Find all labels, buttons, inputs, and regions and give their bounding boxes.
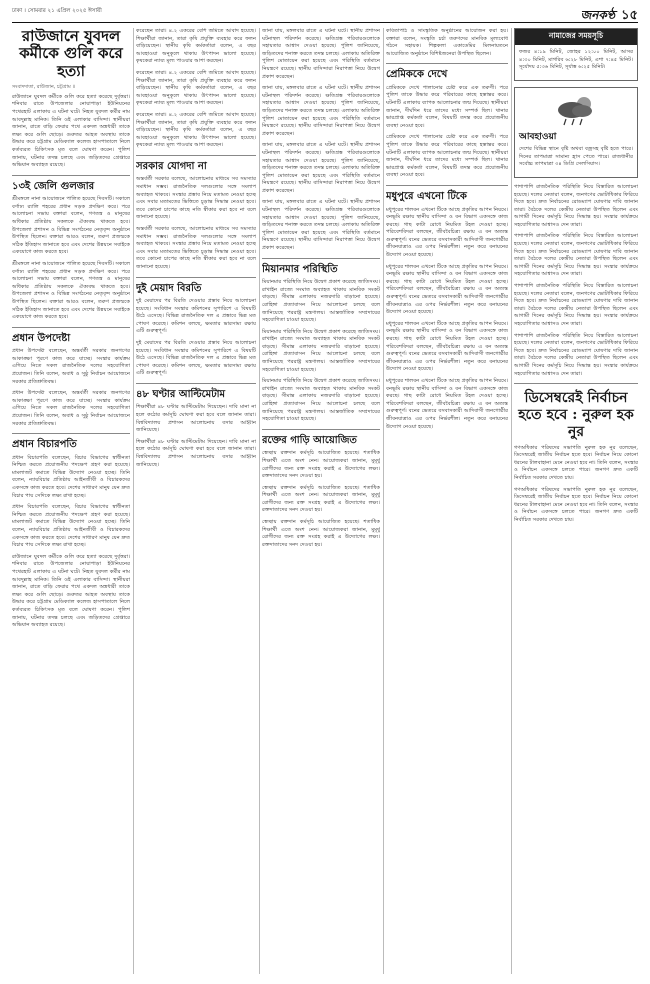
article-body: পাশাপাশি রাজনৈতিক পরিস্থিতি নিয়ে বিস্তারিত আলোচনা হয়েছে। দলের নেতারা বলেন, জনগণের ভোটাধিকার ফিরিয়ে দিতে হবে। দ্রুত নির্বাচনের রোডম্যাপ ঘোষণার দাবি জানান তারা। বৈঠকে দলের কেন্দ্রীয় নেতারা উপস্থিত ছিলেন এবং আগামী দিনের কর্মসূচি নিয়ে সিদ্ধান্ত হয়। সংস্কার কার্যক্রমে সহযোগিতার আশ্বাসও দেন তারা। [514, 332, 638, 377]
column-3 [262, 28, 380, 978]
article-body: করেছেন তারা। ৪.২ একরের বেশি জমিতে আবাদ হয়েছে। শিক্ষার্থীরা জানান, তারা কৃষি প্রযুক্তি ব্যবহার করে ফলন বাড়িয়েছেন। স্থানীয় কৃষি কর্মকর্তারা বলেন, এ বছর আবহাওয়া অনুকূলে থাকায় উৎপাদন ভালো হয়েছে। কৃষকেরা ন্যায্য মূল্য পাওয়ার আশা করছেন। [136, 111, 256, 149]
prayer-times-text: ফজর ৪:১৯ মিনিট, জোহর ১২:০০ মিনিট, আসর ৪:৩০ মিনিট, মাগরিব ৬:২৮ মিনিট, এশা ৭:৪৫ মিনিট। সূর্যোদয় ৫:৩৬ মিনিট, সূর্যাস্ত ৬:২৫ মিনিট। [519, 49, 633, 71]
prayer-times-box [514, 28, 638, 81]
article-body: প্রধান উপদেষ্টা বলেছেন, অন্তর্বর্তী সরকার জনগণের আকাঙ্ক্ষা পূরণে কাজ করে যাচ্ছে। সংস্কার কার্যক্রম এগিয়ে নিতে সকল রাজনৈতিক দলের সহযোগিতা প্রয়োজন। তিনি বলেন, অবাধ ও সুষ্ঠু নির্বাচন আয়োজনে সরকার প্রতিশ্রুতিবদ্ধ। [12, 390, 130, 427]
article-body: শ্রীমঙ্গলে নানা আয়োজনে পালিত হয়েছে দিবসটি। সকালে বর্ণাঢ্য র‍্যালি শহরের প্রধান সড়ক প্রদক্ষিণ করে। পরে আলোচনা সভায় বক্তারা বলেন, গণতন্ত্র ও মানুষের অধিকার প্রতিষ্ঠায় সকলকে ঐক্যবদ্ধ থাকতে হবে। উপজেলা প্রশাসন ও বিভিন্ন সংগঠনের নেতৃবৃন্দ অনুষ্ঠানে উপস্থিত ছিলেন। বক্তারা আরও বলেন, তরুণ প্রজন্মকে সঠিক ইতিহাস জানাতে হবে এবং দেশের উন্নয়নে সবাইকে একযোগে কাজ করতে হবে। [12, 260, 130, 321]
article-body: মধুপুরের শালবন এখনো টিকে আছে প্রকৃতির আপন নিয়মে। বনভূমি রক্ষায় স্থানীয় বাসিন্দা ও বন বিভাগ একসঙ্গে কাজ করছে। গাছ কাটা রোধে নিয়মিত টহল দেওয়া হচ্ছে। পরিবেশবিদরা বলছেন, জীববৈচিত্র্য রক্ষায় এ বন অত্যন্ত গুরুত্বপূর্ণ। বনের ভেতরে বসবাসকারী আদিবাসী জনগোষ্ঠীর জীবনযাত্রাও এর ওপর নির্ভরশীল। নতুন করে বনায়নের উদ্যোগ নেওয়া হয়েছে। [386, 377, 508, 430]
article-body: স্বেচ্ছায় রক্তদান কর্মসূচি আয়োজিত হয়েছে। শতাধিক শিক্ষার্থী এতে অংশ নেন। আয়োজকরা জানান, মুমূর্ষু রোগীদের জন্য রক্ত সংগ্রহ করাই এ উদ্যোগের লক্ষ্য। রক্তদাতাদের সনদ দেওয়া হয়। [262, 519, 380, 548]
article-body: জানা যায়, মঙ্গলবার রাতে এ ঘটনা ঘটে। স্থানীয় প্রশাসন ঘটনাস্থল পরিদর্শন করেছে। ক্ষতিগ্রস্ত পরিবারগুলোকে সহায়তার আশ্বাস দেওয়া হয়েছে। পুলিশ জানিয়েছে, জড়িতদের শনাক্ত করতে তদন্ত চলছে। এলাকায় অতিরিক্ত পুলিশ মোতায়েন করা হয়েছে এবং পরিস্থিতি বর্তমানে নিয়ন্ত্রণে রয়েছে। স্থানীয় বাসিন্দারা নিরাপত্তা নিয়ে উদ্বেগ প্রকাশ করেছেন। [262, 85, 380, 137]
article-body: অন্তর্বর্তী সরকার বলেছে, আলোচনার মাধ্যমে সব সমস্যার সমাধান সম্ভব। রাজনৈতিক দলগুলোর সঙ্গে সংলাপ অব্যাহত থাকবে। সংস্কার প্রস্তাব নিয়ে মতামত নেওয়া হচ্ছে এবং সবার মতামতের ভিত্তিতে চূড়ান্ত সিদ্ধান্ত নেওয়া হবে। তবে কোনো চাপের কাছে নতি স্বীকার করা হবে না বলে জানানো হয়েছে। [136, 225, 256, 270]
article-headline: প্রধান বিচারপতি [12, 439, 77, 451]
divider [262, 258, 380, 259]
column-divider [259, 28, 260, 974]
article-headline: সরকার যোগদা না [136, 160, 207, 172]
page-number: ১৫ [621, 8, 638, 23]
article-headline: প্রেমিককে দেখে [386, 69, 448, 81]
article-headline: মধুপুরে এখনো টিকে [386, 191, 467, 202]
column-4 [386, 28, 508, 978]
issue-date: ঢাকা । সোমবার ২১ এপ্রিল ২০২৫ ঈসায়ী [12, 8, 102, 14]
prayer-times-title: নামাজের সময়সূচি [515, 29, 637, 45]
article-body: জানা যায়, মঙ্গলবার রাতে এ ঘটনা ঘটে। স্থানীয় প্রশাসন ঘটনাস্থল পরিদর্শন করেছে। ক্ষতিগ্রস্ত পরিবারগুলোকে সহায়তার আশ্বাস দেওয়া হয়েছে। পুলিশ জানিয়েছে, জড়িতদের শনাক্ত করতে তদন্ত চলছে। এলাকায় অতিরিক্ত পুলিশ মোতায়েন করা হয়েছে এবং পরিস্থিতি বর্তমানে নিয়ন্ত্রণে রয়েছে। স্থানীয় বাসিন্দারা নিরাপত্তা নিয়ে উদ্বেগ প্রকাশ করেছেন। [262, 142, 380, 194]
column-divider [133, 28, 134, 974]
divider [12, 175, 130, 176]
article-body: স্বেচ্ছায় রক্তদান কর্মসূচি আয়োজিত হয়েছে। শতাধিক শিক্ষার্থী এতে অংশ নেন। আয়োজকরা জানান, মুমূর্ষু রোগীদের জন্য রক্ত সংগ্রহ করাই এ উদ্যোগের লক্ষ্য। রক্তদাতাদের সনদ দেওয়া হয়। [262, 484, 380, 514]
article-body: মধুপুরের শালবন এখনো টিকে আছে প্রকৃতির আপন নিয়মে। বনভূমি রক্ষায় স্থানীয় বাসিন্দা ও বন বিভাগ একসঙ্গে কাজ করছে। গাছ কাটা রোধে নিয়মিত টহল দেওয়া হচ্ছে। পরিবেশবিদরা বলছেন, জীববৈচিত্র্য রক্ষায় এ বন অত্যন্ত গুরুত্বপূর্ণ। বনের ভেতরে বসবাসকারী আদিবাসী জনগোষ্ঠীর জীবনযাত্রাও এর ওপর নির্ভরশীল। নতুন করে বনায়নের উদ্যোগ নেওয়া হয়েছে। [386, 320, 508, 373]
article-body: গণঅধিকার পরিষদের সভাপতি নুরুল হক নুর বলেছেন, ডিসেম্বরেই জাতীয় নির্বাচন হতে হবে। নির্বাচন নিয়ে কোনো ধরনের টালবাহানা মেনে নেওয়া হবে না। তিনি বলেন, সংস্কার ও নির্বাচন একসঙ্গে চলতে পারে। জনগণ দ্রুত একটি নির্বাচিত সরকার দেখতে চায়। [514, 444, 638, 481]
article-body: জানা যায়, মঙ্গলবার রাতে এ ঘটনা ঘটে। স্থানীয় প্রশাসন ঘটনাস্থল পরিদর্শন করেছে। ক্ষতিগ্রস্ত পরিবারগুলোকে সহায়তার আশ্বাস দেওয়া হয়েছে। পুলিশ জানিয়েছে, জড়িতদের শনাক্ত করতে তদন্ত চলছে। এলাকায় অতিরিক্ত পুলিশ মোতায়েন করা হয়েছে এবং পরিস্থিতি বর্তমানে নিয়ন্ত্রণে রয়েছে। স্থানীয় বাসিন্দারা নিরাপত্তা নিয়ে উদ্বেগ প্রকাশ করেছেন। [262, 28, 380, 80]
article-body: প্রেমিককে দেখে পালানোর চেষ্টা করে এক তরুণী। পরে পুলিশ তাকে উদ্ধার করে পরিবারের কাছে হস্তান্তর করে। ঘটনাটি এলাকায় ব্যাপক আলোচনার জন্ম দিয়েছে। স্থানীয়রা জানান, দীর্ঘদিন ধরে তাদের মধ্যে সম্পর্ক ছিল। থানার ভারপ্রাপ্ত কর্মকর্তা বলেন, বিষয়টি তদন্ত করে প্রয়োজনীয় ব্যবস্থা নেওয়া হবে। [386, 84, 508, 129]
article-body: গণঅধিকার পরিষদের সভাপতি নুরুল হক নুর বলেছেন, ডিসেম্বরেই জাতীয় নির্বাচন হতে হবে। নির্বাচন নিয়ে কোনো ধরনের টালবাহানা মেনে নেওয়া হবে না। তিনি বলেন, সংস্কার ও নির্বাচন একসঙ্গে চলতে পারে। জনগণ দ্রুত একটি নির্বাচিত সরকার দেখতে চায়। [514, 486, 638, 523]
article-body: কবিতাপাঠ ও সাংস্কৃতিক অনুষ্ঠানের আয়োজন করা হয়। বক্তারা বলেন, সংস্কৃতি চর্চা তরুণদের মানবিক মূল্যবোধ গঠনে সহায়ক। শিল্পকলা একাডেমির মিলনায়তনে আয়োজিত অনুষ্ঠানে বিশিষ্টজনেরা উপস্থিত ছিলেন। [386, 28, 508, 57]
weather-text: দেশের বিভিন্ন স্থানে বৃষ্টি অথবা বজ্রসহ বৃষ্টি হতে পারে। দিনের তাপমাত্রা সামান্য হ্রাস পেতে পারে। রাজধানীর সর্বোচ্চ তাপমাত্রা ৩৪ ডিগ্রি সেলসিয়াস। [519, 146, 633, 168]
column-2 [136, 28, 256, 978]
article-body: করেছেন তারা। ৪.২ একরের বেশি জমিতে আবাদ হয়েছে। শিক্ষার্থীরা জানান, তারা কৃষি প্রযুক্তি ব্যবহার করে ফলন বাড়িয়েছেন। স্থানীয় কৃষি কর্মকর্তারা বলেন, এ বছর আবহাওয়া অনুকূলে থাকায় উৎপাদন ভালো হয়েছে। কৃষকেরা ন্যায্য মূল্য পাওয়ার আশা করছেন। [136, 69, 256, 107]
article-body: স্বেচ্ছায় রক্তদান কর্মসূচি আয়োজিত হয়েছে। শতাধিক শিক্ষার্থী এতে অংশ নেন। আয়োজকরা জানান, মুমূর্ষু রোগীদের জন্য রক্ত সংগ্রহ করাই এ উদ্যোগের লক্ষ্য। রক্তদাতাদের সনদ দেওয়া হয়। [262, 450, 380, 480]
article-body: অন্তর্বর্তী সরকার বলেছে, আলোচনার মাধ্যমে সব সমস্যার সমাধান সম্ভব। রাজনৈতিক দলগুলোর সঙ্গে সংলাপ অব্যাহত থাকবে। সংস্কার প্রস্তাব নিয়ে মতামত নেওয়া হচ্ছে এবং সবার মতামতের ভিত্তিতে চূড়ান্ত সিদ্ধান্ত নেওয়া হবে। তবে কোনো চাপের কাছে নতি স্বীকার করা হবে না বলে জানানো হয়েছে। [136, 176, 256, 221]
masthead-logo: জনকণ্ঠ [580, 8, 616, 22]
rain-cloud-icon [519, 94, 633, 128]
article-headline: ডিসেম্বরেই নির্বাচন হতে হবে : নুরুল হক নুর [518, 390, 634, 440]
article-body: প্রধান বিচারপতি বলেছেন, বিচার বিভাগের স্বাধীনতা নিশ্চিত করতে প্রয়োজনীয় পদক্ষেপ গ্রহণ করা হয়েছে। মামলাজট কমাতে বিভিন্ন উদ্যোগ নেওয়া হচ্ছে। তিনি বলেন, ন্যায়বিচার প্রতিষ্ঠায় আইনজীবী ও বিচারকদের একসঙ্গে কাজ করতে হবে। দেশের সাধারণ মানুষ যেন দ্রুত বিচার পায় সেদিকে লক্ষ্য রাখা হচ্ছে। [12, 454, 130, 499]
divider [514, 383, 638, 384]
divider [262, 429, 380, 430]
weather-title: আবহাওয়া [519, 131, 557, 142]
article-body: মধুপুরের শালবন এখনো টিকে আছে প্রকৃতির আপন নিয়মে। বনভূমি রক্ষায় স্থানীয় বাসিন্দা ও বন বিভাগ একসঙ্গে কাজ করছে। গাছ কাটা রোধে নিয়মিত টহল দেওয়া হচ্ছে। পরিবেশবিদরা বলছেন, জীববৈচিত্র্য রক্ষায় এ বন অত্যন্ত গুরুত্বপূর্ণ। বনের ভেতরে বসবাসকারী আদিবাসী জনগোষ্ঠীর জীবনযাত্রাও এর ওপর নির্ভরশীল। নতুন করে বনায়নের উদ্যোগ নেওয়া হয়েছে। [386, 206, 508, 259]
article-body: দুই মেয়াদের পর বিরতি দেওয়ার প্রস্তাব নিয়ে আলোচনা হয়েছে। সংবিধান সংস্কার কমিশনের সুপারিশে এ বিষয়টি উঠে এসেছে। বিভিন্ন রাজনৈতিক দল এ প্রস্তাবে ভিন্ন মত পোষণ করেছে। কমিশন বলছে, ক্ষমতার ভারসাম্য রক্ষায় এটি গুরুত্বপূর্ণ। [136, 298, 256, 335]
article-headline: মিয়ানমার পরিস্থিতি [262, 263, 338, 275]
page-header [12, 8, 638, 22]
divider [136, 383, 256, 384]
column-1 [12, 28, 130, 978]
article-body: দুই মেয়াদের পর বিরতি দেওয়ার প্রস্তাব নিয়ে আলোচনা হয়েছে। সংবিধান সংস্কার কমিশনের সুপারিশে এ বিষয়টি উঠে এসেছে। বিভিন্ন রাজনৈতিক দল এ প্রস্তাবে ভিন্ন মত পোষণ করেছে। কমিশন বলছে, ক্ষমতার ভারসাম্য রক্ষায় এটি গুরুত্বপূর্ণ। [136, 340, 256, 377]
article-body: জানা যায়, মঙ্গলবার রাতে এ ঘটনা ঘটে। স্থানীয় প্রশাসন ঘটনাস্থল পরিদর্শন করেছে। ক্ষতিগ্রস্ত পরিবারগুলোকে সহায়তার আশ্বাস দেওয়া হয়েছে। পুলিশ জানিয়েছে, জড়িতদের শনাক্ত করতে তদন্ত চলছে। এলাকায় অতিরিক্ত পুলিশ মোতায়েন করা হয়েছে এবং পরিস্থিতি বর্তমানে নিয়ন্ত্রণে রয়েছে। স্থানীয় বাসিন্দারা নিরাপত্তা নিয়ে উদ্বেগ প্রকাশ করেছেন। [262, 199, 380, 252]
article-body: মধুপুরের শালবন এখনো টিকে আছে প্রকৃতির আপন নিয়মে। বনভূমি রক্ষায় স্থানীয় বাসিন্দা ও বন বিভাগ একসঙ্গে কাজ করছে। গাছ কাটা রোধে নিয়মিত টহল দেওয়া হচ্ছে। পরিবেশবিদরা বলছেন, জীববৈচিত্র্য রক্ষায় এ বন অত্যন্ত গুরুত্বপূর্ণ। বনের ভেতরে বসবাসকারী আদিবাসী জনগোষ্ঠীর জীবনযাত্রাও এর ওপর নির্ভরশীল। নতুন করে বনায়নের উদ্যোগ নেওয়া হয়েছে। [386, 263, 508, 316]
article-headline: ১৩ই জেলি গুলজার [12, 180, 95, 192]
article-headline: প্রধান উপদেষ্টা [12, 332, 71, 344]
article-headline: রক্তের গাড়ি আয়োজিত [262, 434, 357, 446]
article-body: মিয়ানমার পরিস্থিতি নিয়ে উদ্বেগ প্রকাশ করেছে জাতিসংঘ। রাখাইন রাজ্যে সংঘাত অব্যাহত থাকায় মানবিক সংকট বাড়ছে। সীমান্ত এলাকায় নজরদারি বাড়ানো হয়েছে। রোহিঙ্গা প্রত্যাবাসন নিয়ে আলোচনা চলছে বলে জানিয়েছে পররাষ্ট্র মন্ত্রণালয়। আন্তর্জাতিক সম্প্রদায়ের সহযোগিতা চাওয়া হয়েছে। [262, 279, 380, 324]
article-body: প্রধান বিচারপতি বলেছেন, বিচার বিভাগের স্বাধীনতা নিশ্চিত করতে প্রয়োজনীয় পদক্ষেপ গ্রহণ করা হয়েছে। মামলাজট কমাতে বিভিন্ন উদ্যোগ নেওয়া হচ্ছে। তিনি বলেন, ন্যায়বিচার প্রতিষ্ঠায় আইনজীবী ও বিচারকদের একসঙ্গে কাজ করতে হবে। দেশের সাধারণ মানুষ যেন দ্রুত বিচার পায় সেদিকে লক্ষ্য রাখা হচ্ছে। [12, 504, 130, 549]
divider [12, 433, 130, 434]
column-5 [514, 28, 638, 978]
article-body: শিক্ষার্থীরা ৪৮ ঘণ্টার আল্টিমেটাম দিয়েছেন। দাবি মানা না হলে কঠোর কর্মসূচি ঘোষণা করা হবে বলে জানান তারা। বিশ্ববিদ্যালয় প্রশাসন আলোচনায় বসার আহ্বান জানিয়েছে। [136, 404, 256, 434]
header-divider [12, 22, 638, 23]
dateline: সংবাদদাতা, রাউজান, চট্টগ্রাম ॥ [12, 83, 76, 90]
article-headline: ৪৮ ঘণ্টার আল্টিমেটাম [136, 388, 226, 400]
article-body: করেছেন তারা। ৪.২ একরের বেশি জমিতে আবাদ হয়েছে। শিক্ষার্থীরা জানান, তারা কৃষি প্রযুক্তি ব্যবহার করে ফলন বাড়িয়েছেন। স্থানীয় কৃষি কর্মকর্তারা বলেন, এ বছর আবহাওয়া অনুকূলে থাকায় উৎপাদন ভালো হয়েছে। কৃষকেরা ন্যায্য মূল্য পাওয়ার আশা করছেন। [136, 28, 256, 65]
column-divider [511, 28, 512, 974]
lead-headline: রাউজানে যুবদল কর্মীকে গুলি করে হত্যা [19, 28, 123, 80]
weather-box [514, 87, 638, 178]
article-body: পাশাপাশি রাজনৈতিক পরিস্থিতি নিয়ে বিস্তারিত আলোচনা হয়েছে। দলের নেতারা বলেন, জনগণের ভোটাধিকার ফিরিয়ে দিতে হবে। দ্রুত নির্বাচনের রোডম্যাপ ঘোষণার দাবি জানান তারা। বৈঠকে দলের কেন্দ্রীয় নেতারা উপস্থিত ছিলেন এবং আগামী দিনের কর্মসূচি নিয়ে সিদ্ধান্ত হয়। সংস্কার কার্যক্রমে সহযোগিতার আশ্বাসও দেন তারা। [514, 233, 638, 278]
article-body: শিক্ষার্থীরা ৪৮ ঘণ্টার আল্টিমেটাম দিয়েছেন। দাবি মানা না হলে কঠোর কর্মসূচি ঘোষণা করা হবে বলে জানান তারা। বিশ্ববিদ্যালয় প্রশাসন আলোচনায় বসার আহ্বান জানিয়েছে। [136, 438, 256, 468]
divider [136, 155, 256, 156]
article-headline: দুই মেয়াদ বিরতি [136, 282, 202, 294]
article-body: রাউজানে যুবদল কর্মীকে গুলি করে হত্যা করেছে দুর্বৃত্তরা। শনিবার রাতে উপজেলার নোয়াপাড়া ইউনিয়নের পথেরহাট এলাকায় এ ঘটনা ঘটে। নিহত যুবদল কর্মীর নাম আবদুল্লাহ মানিক। তিনি ওই এলাকার বাসিন্দা। স্থানীয়রা জানান, রাতে বাড়ি ফেরার পথে একদল অস্ত্রধারী তাকে লক্ষ্য করে গুলি ছোড়ে। গুরুতর আহত অবস্থায় তাকে উদ্ধার করে চট্টগ্রাম মেডিক্যাল কলেজ হাসপাতালে নিলে কর্তব্যরত চিকিৎসক মৃত বলে ঘোষণা করেন। পুলিশ জানায়, ঘটনার তদন্ত চলছে এবং জড়িতদের গ্রেপ্তারে অভিযান অব্যাহত রয়েছে। [12, 93, 130, 169]
article-body: পাশাপাশি রাজনৈতিক পরিস্থিতি নিয়ে বিস্তারিত আলোচনা হয়েছে। দলের নেতারা বলেন, জনগণের ভোটাধিকার ফিরিয়ে দিতে হবে। দ্রুত নির্বাচনের রোডম্যাপ ঘোষণার দাবি জানান তারা। বৈঠকে দলের কেন্দ্রীয় নেতারা উপস্থিত ছিলেন এবং আগামী দিনের কর্মসূচি নিয়ে সিদ্ধান্ত হয়। সংস্কার কার্যক্রমে সহযোগিতার আশ্বাসও দেন তারা। [514, 183, 638, 228]
article-body: রাউজানে যুবদল কর্মীকে গুলি করে হত্যা করেছে দুর্বৃত্তরা। শনিবার রাতে উপজেলার নোয়াপাড়া ইউনিয়নের পথেরহাট এলাকায় এ ঘটনা ঘটে। নিহত যুবদল কর্মীর নাম আবদুল্লাহ মানিক। তিনি ওই এলাকার বাসিন্দা। স্থানীয়রা জানান, রাতে বাড়ি ফেরার পথে একদল অস্ত্রধারী তাকে লক্ষ্য করে গুলি ছোড়ে। গুরুতর আহত অবস্থায় তাকে উদ্ধার করে চট্টগ্রাম মেডিক্যাল কলেজ হাসপাতালে নিলে কর্তব্যরত চিকিৎসক মৃত বলে ঘোষণা করেন। পুলিশ জানায়, ঘটনার তদন্ত চলছে এবং জড়িতদের গ্রেপ্তারে অভিযান অব্যাহত রয়েছে। [12, 553, 130, 629]
divider [386, 185, 508, 186]
column-divider [383, 28, 384, 974]
divider [136, 277, 256, 278]
divider [12, 327, 130, 328]
divider [386, 63, 508, 64]
article-body: প্রেমিককে দেখে পালানোর চেষ্টা করে এক তরুণী। পরে পুলিশ তাকে উদ্ধার করে পরিবারের কাছে হস্তান্তর করে। ঘটনাটি এলাকায় ব্যাপক আলোচনার জন্ম দিয়েছে। স্থানীয়রা জানান, দীর্ঘদিন ধরে তাদের মধ্যে সম্পর্ক ছিল। থানার ভারপ্রাপ্ত কর্মকর্তা বলেন, বিষয়টি তদন্ত করে প্রয়োজনীয় ব্যবস্থা নেওয়া হবে। [386, 134, 508, 179]
article-body: প্রধান উপদেষ্টা বলেছেন, অন্তর্বর্তী সরকার জনগণের আকাঙ্ক্ষা পূরণে কাজ করে যাচ্ছে। সংস্কার কার্যক্রম এগিয়ে নিতে সকল রাজনৈতিক দলের সহযোগিতা প্রয়োজন। তিনি বলেন, অবাধ ও সুষ্ঠু নির্বাচন আয়োজনে সরকার প্রতিশ্রুতিবদ্ধ। [12, 348, 130, 385]
article-body: পাশাপাশি রাজনৈতিক পরিস্থিতি নিয়ে বিস্তারিত আলোচনা হয়েছে। দলের নেতারা বলেন, জনগণের ভোটাধিকার ফিরিয়ে দিতে হবে। দ্রুত নির্বাচনের রোডম্যাপ ঘোষণার দাবি জানান তারা। বৈঠকে দলের কেন্দ্রীয় নেতারা উপস্থিত ছিলেন এবং আগামী দিনের কর্মসূচি নিয়ে সিদ্ধান্ত হয়। সংস্কার কার্যক্রমে সহযোগিতার আশ্বাসও দেন তারা। [514, 283, 638, 327]
article-body: শ্রীমঙ্গলে নানা আয়োজনে পালিত হয়েছে দিবসটি। সকালে বর্ণাঢ্য র‍্যালি শহরের প্রধান সড়ক প্রদক্ষিণ করে। পরে আলোচনা সভায় বক্তারা বলেন, গণতন্ত্র ও মানুষের অধিকার প্রতিষ্ঠায় সকলকে ঐক্যবদ্ধ থাকতে হবে। উপজেলা প্রশাসন ও বিভিন্ন সংগঠনের নেতৃবৃন্দ অনুষ্ঠানে উপস্থিত ছিলেন। বক্তারা আরও বলেন, তরুণ প্রজন্মকে সঠিক ইতিহাস জানাতে হবে এবং দেশের উন্নয়নে সবাইকে একযোগে কাজ করতে হবে। [12, 196, 130, 256]
article-body: মিয়ানমার পরিস্থিতি নিয়ে উদ্বেগ প্রকাশ করেছে জাতিসংঘ। রাখাইন রাজ্যে সংঘাত অব্যাহত থাকায় মানবিক সংকট বাড়ছে। সীমান্ত এলাকায় নজরদারি বাড়ানো হয়েছে। রোহিঙ্গা প্রত্যাবাসন নিয়ে আলোচনা চলছে বলে জানিয়েছে পররাষ্ট্র মন্ত্রণালয়। আন্তর্জাতিক সম্প্রদায়ের সহযোগিতা চাওয়া হয়েছে। [262, 328, 380, 373]
article-body: মিয়ানমার পরিস্থিতি নিয়ে উদ্বেগ প্রকাশ করেছে জাতিসংঘ। রাখাইন রাজ্যে সংঘাত অব্যাহত থাকায় মানবিক সংকট বাড়ছে। সীমান্ত এলাকায় নজরদারি বাড়ানো হয়েছে। রোহিঙ্গা প্রত্যাবাসন নিয়ে আলোচনা চলছে বলে জানিয়েছে পররাষ্ট্র মন্ত্রণালয়। আন্তর্জাতিক সম্প্রদায়ের সহযোগিতা চাওয়া হয়েছে। [262, 378, 380, 423]
